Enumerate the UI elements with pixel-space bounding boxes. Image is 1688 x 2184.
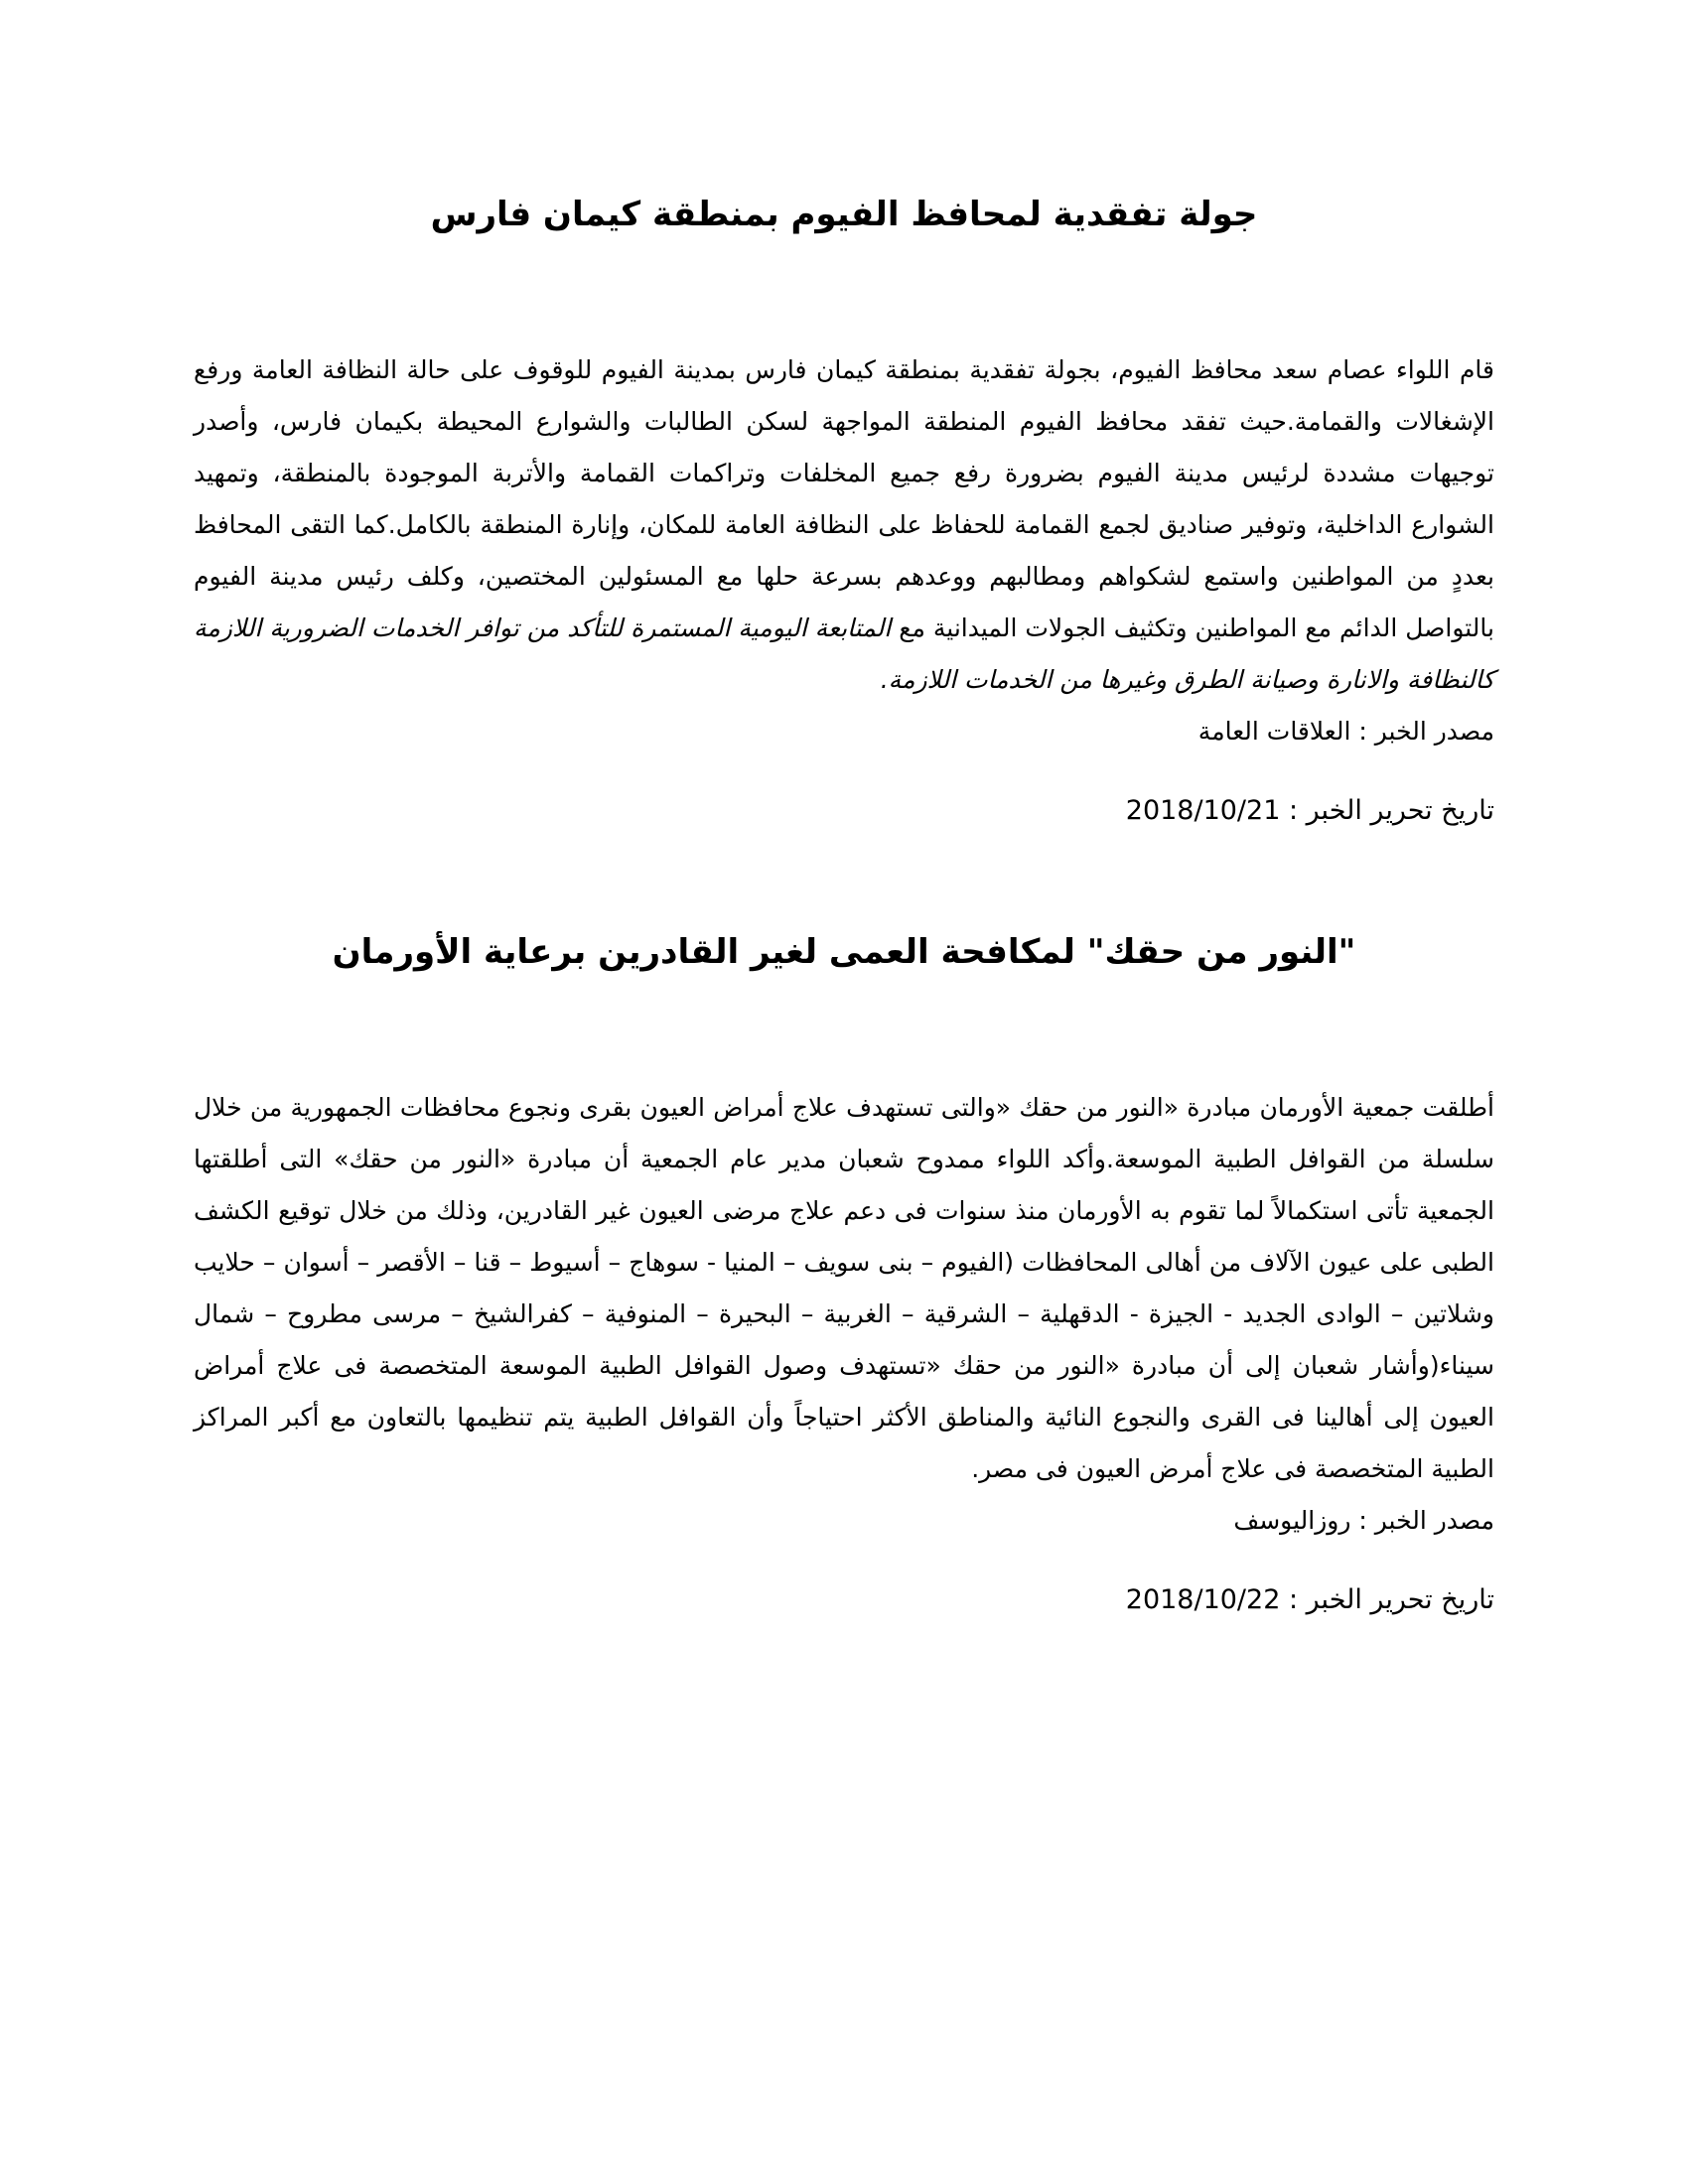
article-2-date bbox=[194, 1574, 1494, 1626]
article-1-body-italic: المتابعة اليومية المستمرة للتأكد من توافر الخدمات الضرورية اللازمة كالنظافة والانارة وصيانة الطرق وغيرها من الخدمات اللازمة. bbox=[194, 614, 1494, 694]
article-1-body-text: قام اللواء عصام سعد محافظ الفيوم، بجولة تفقدية بمنطقة كيمان فارس بمدينة الفيوم للوقوف على حالة النظافة العامة ورفع الإشغالات والقمامة.حيث تفقد محافظ الفيوم المنطقة المواجهة لسكن الطالبات والشوارع المحيطة بكيمان فارس، وأصدر توجيهات مشددة لرئيس مدينة الفيوم بضرورة رفع جميع المخلفات وتراكمات القمامة والأتربة الموجودة بالمنطقة، وتمهيد الشوارع الداخلية، وتوفير صناديق لجمع القمامة للحفاظ على النظافة العامة للمكان، وإنارة المنطقة بالكامل.كما التقى المحافظ بعددٍ من المواطنين واستمع لشكواهم ومطالبهم ووعدهم بسرعة حلها مع المسئولين المختصين، وكلف رئيس مدينة الفيوم بالتواصل الدائم مع المواطنين وتكثيف الجولات الميدانية مع bbox=[194, 355, 1494, 642]
article-1-title: جولة تفقدية لمحافظ الفيوم بمنطقة كيمان فارس bbox=[430, 195, 1258, 234]
article-2-source: مصدر الخبر : روزاليوسف bbox=[1233, 1506, 1494, 1535]
article-2-body bbox=[194, 1082, 1494, 1495]
article-2 bbox=[194, 926, 1494, 1626]
article-1-body bbox=[194, 344, 1494, 706]
article-2-date-label: تاريخ تحرير الخبر : bbox=[1280, 1584, 1494, 1615]
article-1 bbox=[194, 189, 1494, 837]
article-2-body-text: أطلقت جمعية الأورمان مبادرة «النور من حقك «والتى تستهدف علاج أمراض العيون بقرى ونجوع محافظات الجمهورية من خلال سلسلة من القوافل الطبية الموسعة.وأكد اللواء ممدوح شعبان مدير عام الجمعية أن مبادرة «النور من حقك» التى أطلقتها الجمعية تأتى استكمالاً لما تقوم به الأورمان منذ سنوات فى دعم علاج مرضى العيون غير القادرين، وذلك من خلال توقيع الكشف الطبى على عيون الآلاف من أهالى المحافظات (الفيوم – بنى سويف – المنيا - سوهاج – أسيوط – قنا – الأقصر – أسوان – حلايب وشلاتين – الوادى الجديد - الجيزة - الدقهلية – الشرقية – الغربية – البحيرة – المنوفية – كفرالشيخ – مرسى مطروح – شمال سيناء(وأشار شعبان إلى أن مبادرة «النور من حقك «تستهدف وصول القوافل الطبية الموسعة المتخصصة فى علاج أمراض العيون إلى أهالينا فى القرى والنجوع النائية والمناطق الأكثر احتياجاً وأن القوافل الطبية يتم تنظيمها بالتعاون مع أكبر المراكز الطبية المتخصصة فى علاج أمرض العيون فى مصر. bbox=[194, 1093, 1494, 1483]
article-2-date-value: 2018/10/22 bbox=[1125, 1584, 1281, 1615]
article-1-date-label: تاريخ تحرير الخبر : bbox=[1280, 795, 1494, 826]
document-content bbox=[194, 189, 1494, 1653]
article-1-date-value: 2018/10/21 bbox=[1125, 795, 1281, 826]
article-2-title: "النور من حقك" لمكافحة العمى لغير القادرين برعاية الأورمان bbox=[332, 932, 1356, 972]
article-1-source: مصدر الخبر : العلاقات العامة bbox=[1197, 717, 1494, 746]
article-1-date bbox=[194, 785, 1494, 837]
